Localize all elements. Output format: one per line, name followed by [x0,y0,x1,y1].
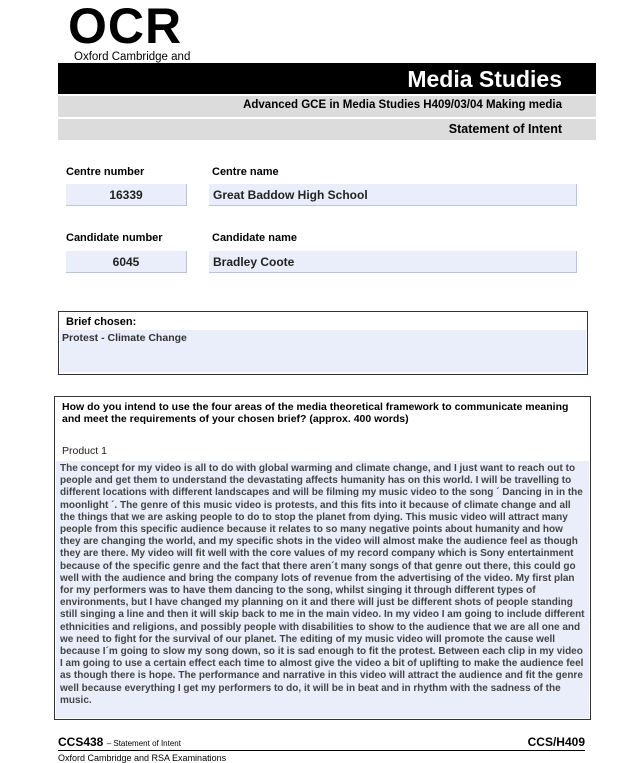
course-title: Advanced GCE in Media Studies H409/03/04 Making media [243,99,562,111]
centre-number-field[interactable]: 16339 [66,184,187,206]
candidate-number-field[interactable]: 6045 [66,251,187,273]
centre-number-label: Centre number [66,166,145,178]
product-label: Product 1 [62,445,107,457]
document-bar [58,119,596,140]
centre-name-label: Centre name [212,166,279,178]
candidate-name-field[interactable]: Bradley Coote [209,251,577,273]
question-text: How do you intend to use the four areas of the media theoretical framework to communicate meaning and meet the requirements of your chosen brief? (approx. 400 words) [62,401,569,425]
footer-divider [58,750,585,751]
footer-organisation: Oxford Cambridge and RSA Examinations [58,753,227,763]
footer-reference: CCS/H409 [527,735,585,749]
brief-label: Brief chosen: [66,316,137,328]
footer-code [58,735,181,749]
footer-code-value: CCS438 [58,735,104,749]
course-bar [58,96,596,117]
brief-section [58,311,588,375]
document-title: Statement of Intent [448,122,562,136]
question-section [54,396,591,720]
candidate-number-label: Candidate number [66,232,163,244]
page-title: Media Studies [407,66,562,92]
logo-subtitle: Oxford Cambridge and [74,51,191,63]
logo-text: OCR [68,0,183,54]
brief-field[interactable]: Protest - Climate Change [60,330,586,372]
footer-code-suffix: – Statement of Intent [106,739,181,748]
answer-field[interactable]: The concept for my video is all to do with global warming and climate change, and I just want to reach out to people and get them to understand the devastating affects humanity has on this world. I will be travelling to different locations with different landscapes and will be filming my music video to the song ´ Dancing in in the moonlight ´. The genre of this music video is protests, and this fits into it because of climate change and all the things that we are asking people to do to stop the planet from dying. This music video will attract many people from this specific audience because it relates to so many negative points about humanity and how they are changing the world, and my specific shots in the video will almost make the audience feel as though they are there. My video will fit well with the core values of my record company which is Sony entertainment because of the specific genre and the fact that there aren´t many songs of that genre out there, this could go well with the audience and bring the company lots of revenue from the advertising of the video. My first plan for my performers was to have them dancing to the song, whilst singing it through different types of environments, but I have changed my planning on it and there will just be different shots of people standing still singing a line and then it will skip back to me in the main video. In my video I am going to include different ethnicities and religions, and possibly people with disabilities to show to the audience that we are all one and we need to fight for the survival of our planet. The editing of my music video will promote the cause well because I´m going to slow my song down, so it is sad enough to fit the protest. Between each clip in my video I am going to use a certain effect each time to almost give the video a bit of uplifting to make the audience feel as though there is hope. The performance and narrative in this video will attract the audience and fit the genre well because everything I get my performers to do, it will be in beat and in rhythm with the sadness of the music. [56,461,589,718]
centre-name-field[interactable]: Great Baddow High School [209,184,577,206]
candidate-name-label: Candidate name [212,232,297,244]
title-banner [58,63,596,94]
